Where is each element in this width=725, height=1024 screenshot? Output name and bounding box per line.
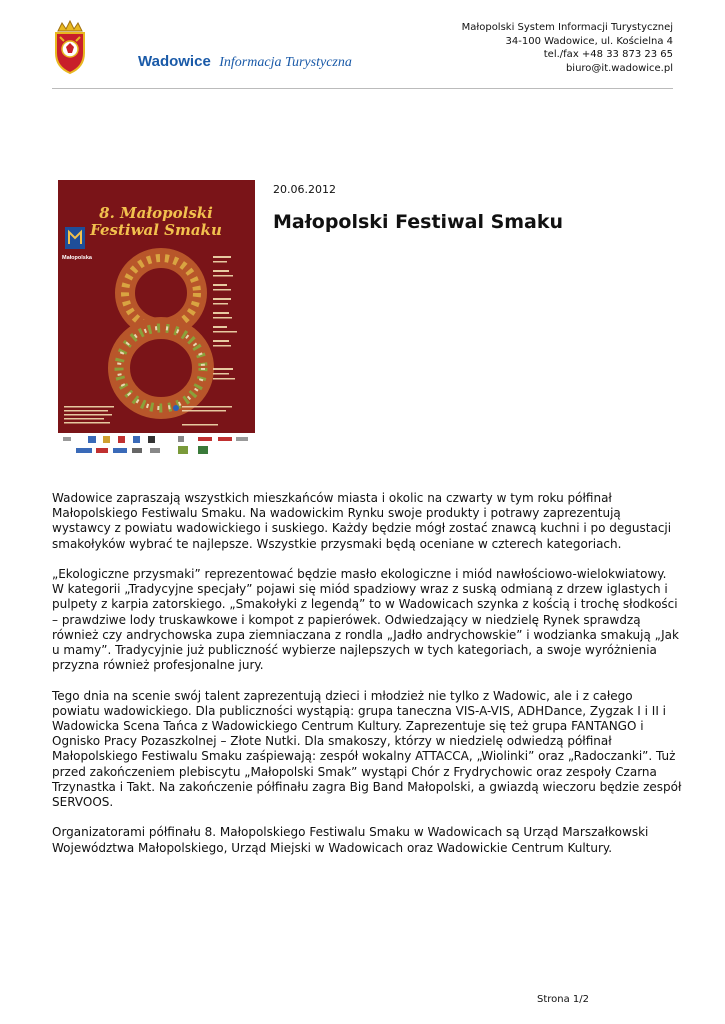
contact-org: Małopolski System Informacji Turystycznej <box>461 22 673 33</box>
coat-of-arms-icon <box>50 17 90 75</box>
wadowice-logo <box>50 17 352 75</box>
contact-email[interactable]: biuro@it.wadowice.pl <box>565 62 673 74</box>
poster-region-label: Małopolska <box>62 255 92 261</box>
article-paragraph: Tego dnia na scenie swój talent zaprezentują dzieci i młodzież nie tylko z Wadowic, ale i z całego powiatu wadowickiego. Dla publiczności wystąpią: grupa taneczna VIS-A-VIS, ADHDance, Zygzak I i II i Wadowicka Scena Tańca z Wadowickiego Centrum Kultury. Zaprezentuje się też grupa FANTANGO i Ognisko Pracy Pozaszkolnej – Złote Nutki. Dla smakoszy, którzy w niedzielę odwiedzą półfinał Małopolskiego Festiwalu Smaku zaśpiewają: zespół wokalny ATTACCA, „Wiolinki” oraz „Radoczanki”. Tuż przed zakończeniem plebiscytu „Małopolski Smak” wystąpi Chór z Frydrychowic oraz zespoły Czarna Trzynastka i Takt. Na zakończenie półfinału zagra Big Band Małopolski, a gwiazdą wieczoru będzie zespół SERVOOS. <box>52 688 682 810</box>
page-number: Strona 1/2 <box>537 994 590 1005</box>
article-paragraph: Wadowice zapraszają wszystkich mieszkańców miasta i okolic na czwarty w tym roku półfinał Małopolskiego Festiwalu Smaku. Na wadowickim Rynku swoje produkty i potrawy zaprezentują wystawcy z powiatu wadowickiego i suskiego. Każdy będzie mógł zostać znawcą kuchni i po degustacji smakołyków wybrać te najlepsze. Wszystkie przysmaki będą oceniane w czterech kategoriach. <box>52 491 672 551</box>
article-date: 20.06.2012 <box>273 183 336 196</box>
article-title: Małopolski Festiwal Smaku <box>273 211 564 233</box>
contact-phone: tel./fax +48 33 873 23 65 <box>543 49 673 60</box>
article-body <box>52 491 682 871</box>
poster-heading-1: 8. Małopolski <box>99 204 213 222</box>
article-paragraph: Organizatorami półfinału 8. Małopolskiego Festiwalu Smaku w Wadowicach są Urząd Marszałkowski Województwa Małopolskiego, Urząd Miejski w Wadowicach oraz Wadowickie Centrum Kultury. <box>52 825 649 855</box>
article-paragraph: „Ekologiczne przysmaki” reprezentować będzie masło ekologiczne i miód nawłościowo-wielokwiatowy. W kategorii „Tradycyjne specjały” pojawi się miód spadziowy wraz z suską odmianą z drzew iglastych i pulpety z karpia zatorskiego. „Smakołyki z legendą” to w Wadowicach szynka z kością i trochę słodkości – prawdziwe lody truskawkowe i kompot z papierówek. Odwiedzający w niedzielę Rynek sprawdzą również czy andrychowska zupa ziemniaczana z rondla „Jadło andrychowskie” i wodzianka smakują „Jak u mamy”. Tradycyjnie już publiczność wybierze najlepszych w tych kategoriach, a swoje wyróżnienia przyzna również profesjonalne jury. <box>52 567 679 673</box>
header-divider <box>52 88 673 89</box>
poster-graphic <box>58 180 255 460</box>
festival-poster <box>58 180 255 460</box>
logo-brand: Wadowice <box>138 53 211 70</box>
contact-address: 34-100 Wadowice, ul. Kościelna 4 <box>505 35 673 47</box>
poster-heading-2: Festiwal Smaku <box>90 221 222 239</box>
contact-block <box>462 21 673 75</box>
logo-subtitle: Informacja Turystyczna <box>219 55 352 70</box>
